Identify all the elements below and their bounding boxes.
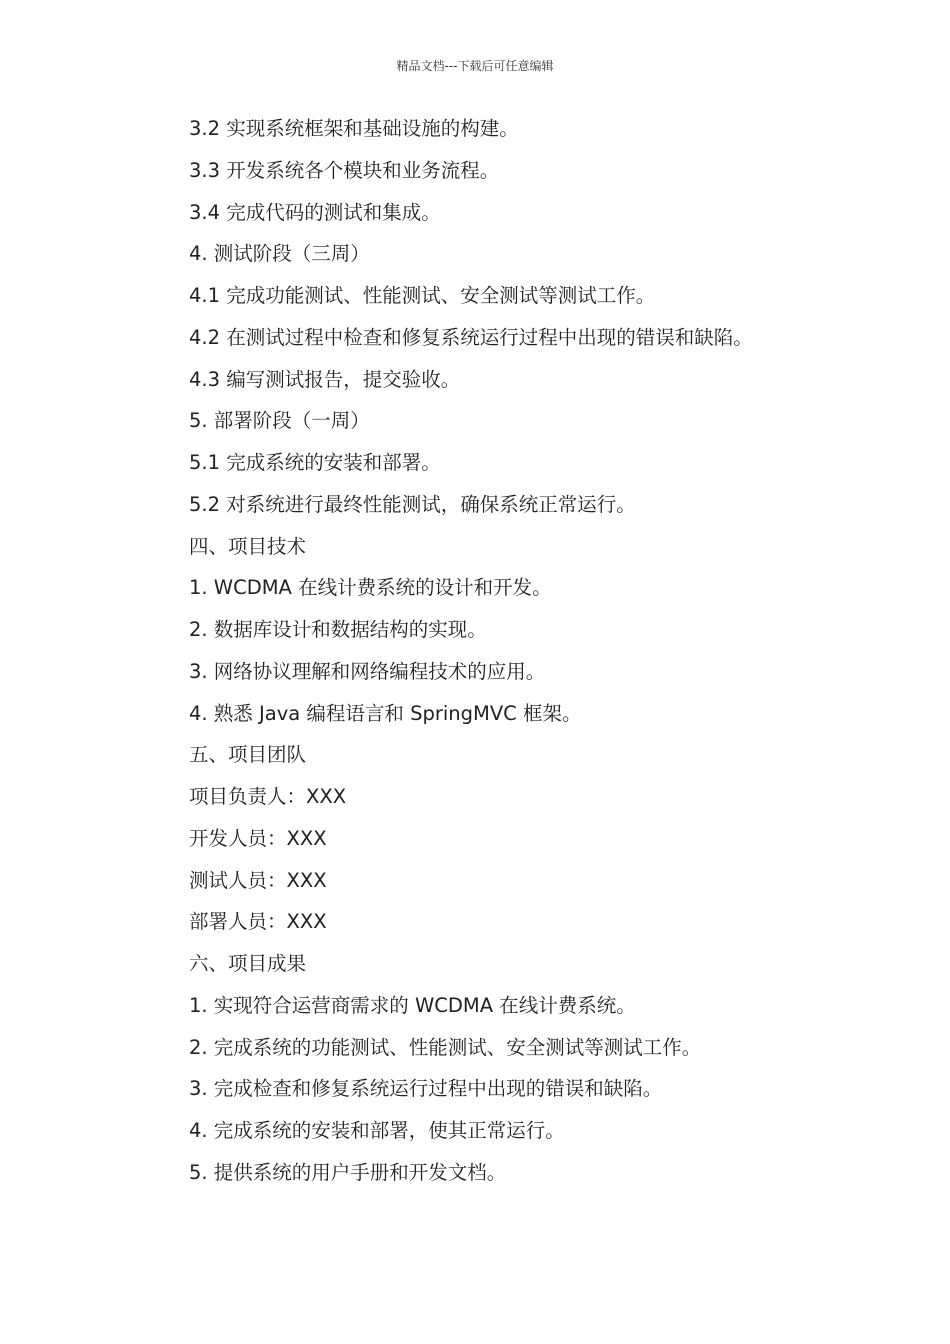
text-line: 4.2 在测试过程中检查和修复系统运行过程中出现的错误和缺陷。 (189, 325, 753, 349)
page-header: 精品文档---下载后可任意编辑 (396, 59, 554, 73)
text-line: 2. 数据库设计和数据结构的实现。 (189, 618, 487, 641)
section-heading: 五、项目团队 (189, 743, 307, 767)
team-member-line: 部署人员：XXX (189, 910, 327, 934)
text-line: 1. 实现符合运营商需求的 WCDMA 在线计费系统。 (189, 993, 636, 1017)
text-line: 3.3 开发系统各个模块和业务流程。 (189, 158, 500, 182)
section-heading: 5. 部署阶段（一周） (189, 409, 370, 433)
team-member-line: 测试人员：XXX (189, 868, 327, 892)
section-heading: 4. 测试阶段（三周） (189, 242, 370, 266)
text-line: 2. 完成系统的功能测试、性能测试、安全测试等测试工作。 (189, 1035, 702, 1059)
text-line: 3.4 完成代码的测试和集成。 (189, 200, 441, 224)
team-member-line: 开发人员：XXX (189, 826, 327, 850)
text-line: 4. 完成系统的安装和部署，使其正常运行。 (189, 1119, 565, 1142)
text-line: 3. 完成检查和修复系统运行过程中出现的错误和缺陷。 (189, 1077, 663, 1101)
text-line: 5.2 对系统进行最终性能测试，确保系统正常运行。 (189, 492, 636, 516)
text-line: 4.3 编写测试报告，提交验收。 (189, 367, 461, 391)
text-line: 4.1 完成功能测试、性能测试、安全测试等测试工作。 (189, 284, 656, 307)
text-line: 5. 提供系统的用户手册和开发文档。 (189, 1160, 507, 1184)
text-line: 3. 网络协议理解和网络编程技术的应用。 (189, 659, 546, 683)
team-member-line: 项目负责人：XXX (189, 785, 347, 808)
text-line: 1. WCDMA 在线计费系统的设计和开发。 (189, 576, 552, 600)
text-line: 4. 熟悉 Java 编程语言和 SpringMVC 框架。 (189, 701, 582, 725)
text-line: 3.2 实现系统框架和基础设施的构建。 (189, 117, 519, 140)
section-heading: 四、项目技术 (189, 534, 307, 558)
document-body (189, 108, 889, 1194)
text-line: 5.1 完成系统的安装和部署。 (189, 451, 441, 474)
section-heading: 六、项目成果 (189, 952, 307, 975)
